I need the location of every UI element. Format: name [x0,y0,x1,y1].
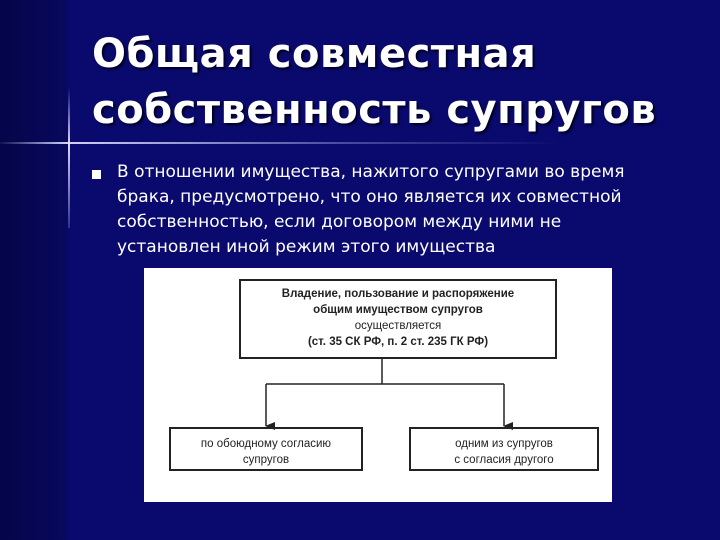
top-box-line: (ст. 35 СК РФ, п. 2 ст. 235 ГК РФ) [307,336,489,348]
square-bullet-icon [92,170,101,179]
bullet-line: В отношении имущества, нажитого супругами во время [117,162,625,182]
bullet-line: брака, предусмотрено, что оно является их совместной [117,187,622,207]
left-box-text [174,436,358,468]
top-box-text [252,286,544,350]
bullet-paragraph [117,160,677,260]
bullet-line: собственностью, если договором между ними не [117,212,562,232]
top-box-line: общим имуществом супругов [313,304,483,316]
right-box-line: с согласия другого [454,454,554,466]
left-box-line: по обоюдному согласию [200,438,332,450]
top-box-line: осуществляется [354,320,442,332]
left-box-line: супругов [242,454,290,466]
vertical-decorative-line [68,88,70,228]
right-box-text [414,436,594,468]
slide-title [92,26,692,138]
horizontal-decorative-line [0,142,560,144]
title-line: собственность супругов [92,87,657,133]
left-decorative-band [0,0,68,540]
title-line: Общая совместная [92,31,537,77]
ownership-diagram [144,268,612,502]
right-box-line: одним из супругов [455,438,553,450]
top-box-line: Владение, пользование и распоряжение [281,288,515,300]
bullet-line: установлен иной режим этого имущества [117,237,496,257]
